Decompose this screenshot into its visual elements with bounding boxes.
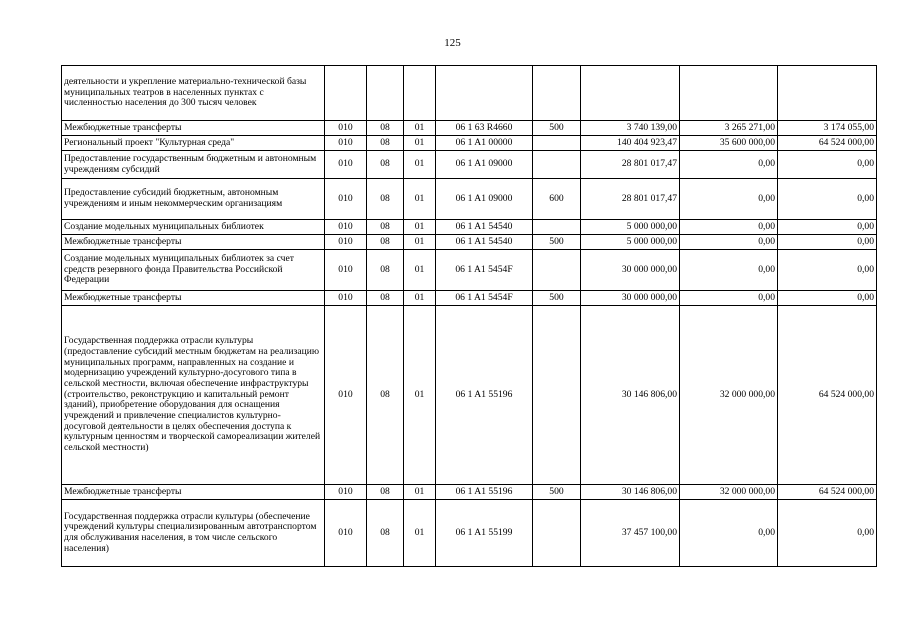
expense-type-cell: 500 xyxy=(533,121,581,136)
amount-year1-cell: 140 404 923,47 xyxy=(581,136,680,151)
expense-type-cell: 500 xyxy=(533,485,581,500)
row-name-cell: Межбюджетные трансферты xyxy=(62,121,325,136)
expense-type-cell xyxy=(533,66,581,121)
amount-year2-cell: 0,00 xyxy=(680,151,778,179)
table-row xyxy=(62,250,877,291)
row-name-cell: Предоставление субсидий бюджетным, автономным учреждениям и иным некоммерческим организациям xyxy=(62,179,325,220)
subsection-code-cell: 01 xyxy=(404,235,436,250)
target-article-cell: 06 1 A1 5454F xyxy=(436,250,533,291)
amount-year3-cell: 0,00 xyxy=(778,235,877,250)
amount-year1-cell xyxy=(581,66,680,121)
expense-type-cell: 500 xyxy=(533,291,581,306)
ministry-code-cell: 010 xyxy=(325,151,367,179)
section-code-cell: 08 xyxy=(367,235,404,250)
amount-year2-cell: 32 000 000,00 xyxy=(680,306,778,485)
amount-year3-cell: 0,00 xyxy=(778,291,877,306)
amount-year2-cell: 3 265 271,00 xyxy=(680,121,778,136)
ministry-code-cell xyxy=(325,66,367,121)
target-article-cell: 06 1 63 R4660 xyxy=(436,121,533,136)
subsection-code-cell: 01 xyxy=(404,220,436,235)
section-code-cell: 08 xyxy=(367,306,404,485)
section-code-cell: 08 xyxy=(367,136,404,151)
row-name-cell: Государственная поддержка отрасли культуры (предоставление субсидий местным бюджетам на реализацию муниципальных программ, направленных на создание и модернизацию учреждений культурно-досугового типа в сельской местности, включая обеспечение инфраструктуры (строительство, реконструкцию и капитальный ремонт зданий), приобретение оборудования для оснащения учреждений и привлечение специалистов культурно-досуговой деятельности в целях обеспечения доступа к культурным ценностям и творческой самореализации жителей сельской местности) xyxy=(62,306,325,485)
subsection-code-cell: 01 xyxy=(404,250,436,291)
target-article-cell: 06 1 A1 00000 xyxy=(436,136,533,151)
subsection-code-cell: 01 xyxy=(404,151,436,179)
section-code-cell: 08 xyxy=(367,291,404,306)
section-code-cell: 08 xyxy=(367,179,404,220)
subsection-code-cell xyxy=(404,66,436,121)
ministry-code-cell: 010 xyxy=(325,250,367,291)
amount-year1-cell: 30 000 000,00 xyxy=(581,250,680,291)
table-row xyxy=(62,220,877,235)
target-article-cell: 06 1 A1 54540 xyxy=(436,235,533,250)
expense-type-cell: 600 xyxy=(533,179,581,220)
expense-type-cell xyxy=(533,306,581,485)
row-name-cell: Предоставление государственным бюджетным и автономным учреждениям субсидий xyxy=(62,151,325,179)
table-row xyxy=(62,485,877,500)
amount-year1-cell: 5 000 000,00 xyxy=(581,235,680,250)
subsection-code-cell: 01 xyxy=(404,136,436,151)
ministry-code-cell: 010 xyxy=(325,179,367,220)
row-name-cell: Межбюджетные трансферты xyxy=(62,291,325,306)
amount-year3-cell: 64 524 000,00 xyxy=(778,485,877,500)
subsection-code-cell: 01 xyxy=(404,485,436,500)
amount-year3-cell: 0,00 xyxy=(778,151,877,179)
amount-year2-cell: 0,00 xyxy=(680,179,778,220)
target-article-cell: 06 1 A1 55196 xyxy=(436,485,533,500)
page-number: 125 xyxy=(444,37,461,49)
amount-year2-cell: 0,00 xyxy=(680,220,778,235)
subsection-code-cell: 01 xyxy=(404,500,436,567)
row-name-cell: Межбюджетные трансферты xyxy=(62,235,325,250)
amount-year3-cell: 0,00 xyxy=(778,179,877,220)
amount-year3-cell: 0,00 xyxy=(778,250,877,291)
table-row xyxy=(62,121,877,136)
target-article-cell: 06 1 A1 09000 xyxy=(436,151,533,179)
expense-type-cell xyxy=(533,151,581,179)
amount-year3-cell xyxy=(778,66,877,121)
amount-year1-cell: 3 740 139,00 xyxy=(581,121,680,136)
section-code-cell: 08 xyxy=(367,121,404,136)
expense-type-cell xyxy=(533,250,581,291)
ministry-code-cell: 010 xyxy=(325,291,367,306)
amount-year2-cell: 0,00 xyxy=(680,250,778,291)
section-code-cell: 08 xyxy=(367,151,404,179)
amount-year2-cell: 35 600 000,00 xyxy=(680,136,778,151)
amount-year1-cell: 30 146 806,00 xyxy=(581,306,680,485)
table-row xyxy=(62,179,877,220)
subsection-code-cell: 01 xyxy=(404,179,436,220)
ministry-code-cell: 010 xyxy=(325,500,367,567)
amount-year2-cell: 32 000 000,00 xyxy=(680,485,778,500)
target-article-cell: 06 1 A1 55199 xyxy=(436,500,533,567)
table-row xyxy=(62,306,877,485)
amount-year1-cell: 28 801 017,47 xyxy=(581,151,680,179)
ministry-code-cell: 010 xyxy=(325,235,367,250)
amount-year2-cell: 0,00 xyxy=(680,500,778,567)
amount-year1-cell: 5 000 000,00 xyxy=(581,220,680,235)
target-article-cell xyxy=(436,66,533,121)
section-code-cell: 08 xyxy=(367,220,404,235)
budget-table xyxy=(61,65,877,567)
amount-year2-cell: 0,00 xyxy=(680,235,778,250)
section-code-cell: 08 xyxy=(367,250,404,291)
table-row xyxy=(62,235,877,250)
target-article-cell: 06 1 A1 55196 xyxy=(436,306,533,485)
table-row xyxy=(62,151,877,179)
expense-type-cell xyxy=(533,220,581,235)
expense-type-cell xyxy=(533,500,581,567)
ministry-code-cell: 010 xyxy=(325,485,367,500)
expense-type-cell xyxy=(533,136,581,151)
amount-year3-cell: 64 524 000,00 xyxy=(778,306,877,485)
subsection-code-cell: 01 xyxy=(404,121,436,136)
subsection-code-cell: 01 xyxy=(404,306,436,485)
table-row xyxy=(62,66,877,121)
table-row xyxy=(62,136,877,151)
row-name-cell: Государственная поддержка отрасли культуры (обеспечение учреждений культуры специализированным автотранспортом для обслуживания населения, в том числе сельского населения) xyxy=(62,500,325,567)
amount-year1-cell: 37 457 100,00 xyxy=(581,500,680,567)
table-row xyxy=(62,291,877,306)
section-code-cell: 08 xyxy=(367,500,404,567)
ministry-code-cell: 010 xyxy=(325,136,367,151)
row-name-cell: Межбюджетные трансферты xyxy=(62,485,325,500)
amount-year2-cell: 0,00 xyxy=(680,291,778,306)
section-code-cell: 08 xyxy=(367,485,404,500)
row-name-cell: Создание модельных муниципальных библиотек за счет средств резервного фонда Правительства Российской Федерации xyxy=(62,250,325,291)
amount-year3-cell: 3 174 055,00 xyxy=(778,121,877,136)
amount-year1-cell: 28 801 017,47 xyxy=(581,179,680,220)
target-article-cell: 06 1 A1 54540 xyxy=(436,220,533,235)
amount-year2-cell xyxy=(680,66,778,121)
table-body xyxy=(62,66,877,567)
ministry-code-cell: 010 xyxy=(325,306,367,485)
row-name-cell: Региональный проект "Культурная среда" xyxy=(62,136,325,151)
row-name-cell: Создание модельных муниципальных библиотек xyxy=(62,220,325,235)
section-code-cell xyxy=(367,66,404,121)
amount-year1-cell: 30 146 806,00 xyxy=(581,485,680,500)
target-article-cell: 06 1 A1 5454F xyxy=(436,291,533,306)
ministry-code-cell: 010 xyxy=(325,121,367,136)
subsection-code-cell: 01 xyxy=(404,291,436,306)
ministry-code-cell: 010 xyxy=(325,220,367,235)
target-article-cell: 06 1 A1 09000 xyxy=(436,179,533,220)
amount-year3-cell: 64 524 000,00 xyxy=(778,136,877,151)
expense-type-cell: 500 xyxy=(533,235,581,250)
table-row xyxy=(62,500,877,567)
amount-year1-cell: 30 000 000,00 xyxy=(581,291,680,306)
amount-year3-cell: 0,00 xyxy=(778,220,877,235)
amount-year3-cell: 0,00 xyxy=(778,500,877,567)
row-name-cell: деятельности и укрепление материально-технической базы муниципальных театров в населенных пунктах с численностью населения до 300 тысяч человек xyxy=(62,66,325,121)
